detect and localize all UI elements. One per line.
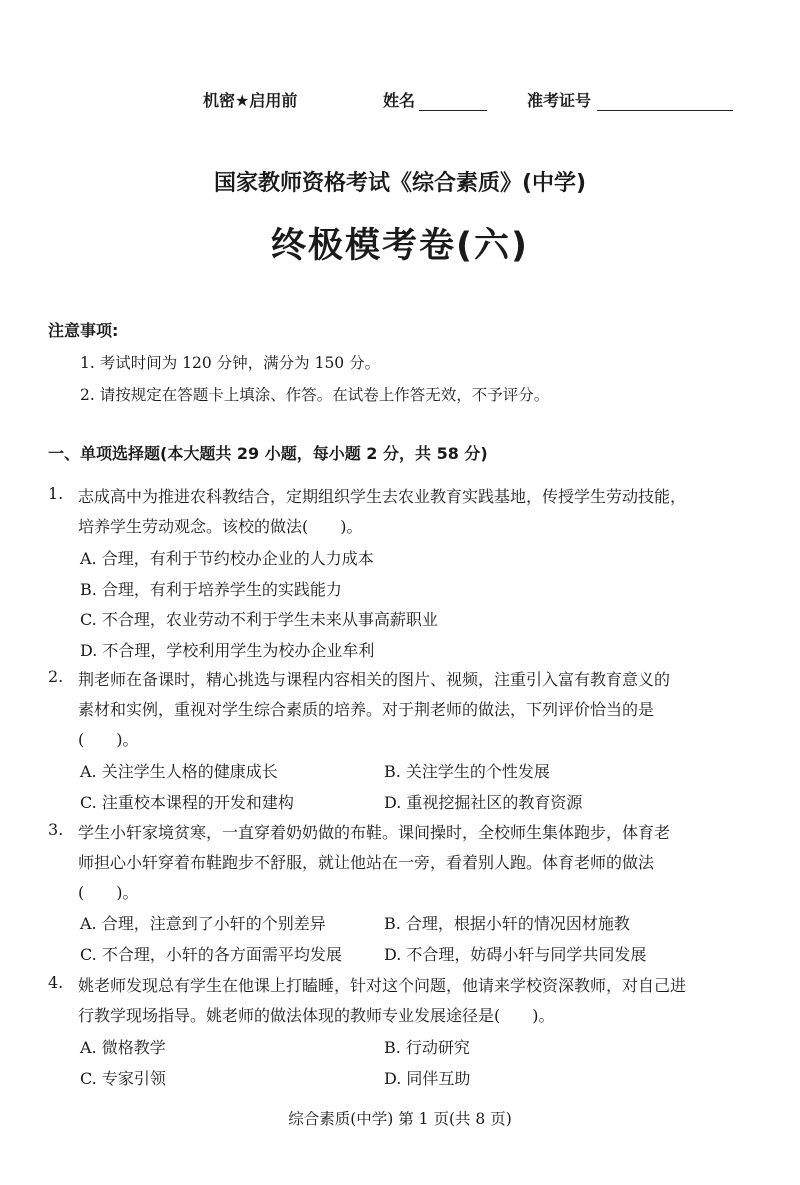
question-text-line: ( )。: [78, 730, 139, 749]
option-b: B. 关注学生的个性发展: [384, 762, 550, 781]
option-c: C. 注重校本课程的开发和建构: [80, 793, 294, 812]
question-text-line: 行教学现场指导。姚老师的做法体现的教师专业发展途径是( )。: [78, 1006, 555, 1025]
question-text-line: 学生小轩家境贫寒，一直穿着奶奶做的布鞋。课间操时，全校师生集体跑步，体育老: [78, 823, 671, 842]
option-c: C. 不合理，农业劳动不利于学生未来从事高薪职业: [80, 610, 438, 629]
exam-header: [0, 88, 800, 112]
question-text-line: 素材和实例，重视对学生综合素质的培养。对于荆老师的做法，下列评价恰当的是: [78, 700, 655, 719]
question-text-line: 荆老师在备课时，精心挑选与课程内容相关的图片、视频，注重引入富有教育意义的: [78, 670, 671, 689]
section-heading: 一、单项选择题(本大题共 29 小题，每小题 2 分，共 58 分): [48, 444, 488, 463]
name-label: 姓名: [383, 91, 416, 110]
question-text-line: 姚老师发现总有学生在他课上打瞌睡，针对这个问题，他请来学校资深教师，对自己进: [78, 976, 687, 995]
name-field[interactable]: [383, 88, 487, 111]
option-c: C. 不合理，小轩的各方面需平均发展: [80, 945, 342, 964]
option-d: D. 重视挖掘社区的教育资源: [384, 793, 583, 812]
exam-id-label: 准考证号: [527, 91, 592, 110]
question-number: 4.: [48, 973, 64, 992]
option-a: A. 合理，注意到了小轩的个别差异: [80, 914, 326, 933]
question-text-line: 师担心小轩穿着布鞋跑步不舒服，就让他站在一旁，看着别人跑。体育老师的做法: [78, 853, 655, 872]
option-c: C. 专家引领: [80, 1069, 166, 1088]
notice-heading: 注意事项:: [48, 321, 119, 340]
question-text-line: 培养学生劳动观念。该校的做法( )。: [78, 517, 363, 536]
exam-title: 国家教师资格考试《综合素质》(中学): [213, 171, 587, 196]
option-d: D. 同伴互助: [384, 1069, 471, 1088]
option-a: A. 合理，有利于节约校办企业的人力成本: [80, 549, 374, 568]
exam-id-blank[interactable]: [597, 92, 733, 111]
question-text-line: 志成高中为推进农科教结合，定期组织学生去农业教育实践基地，传授学生劳动技能，: [78, 487, 687, 506]
notice-item: 1. 考试时间为 120 分钟，满分为 150 分。: [80, 354, 381, 372]
option-d: D. 不合理，妨碍小轩与同学共同发展: [384, 945, 647, 964]
confidential-label: 机密★启用前: [203, 91, 298, 110]
option-a: A. 微格教学: [80, 1038, 166, 1057]
option-b: B. 合理，根据小轩的情况因材施教: [384, 914, 630, 933]
page-footer: 综合素质(中学) 第 1 页(共 8 页): [288, 1110, 512, 1128]
option-b: B. 行动研究: [384, 1038, 470, 1057]
exam-id-field[interactable]: [527, 88, 733, 111]
option-d: D. 不合理，学校利用学生为校办企业牟利: [80, 641, 375, 660]
paper-title: 终极模考卷(六): [271, 226, 529, 266]
notice-item: 2. 请按规定在答题卡上填涂、作答。在试卷上作答无效，不予评分。: [80, 386, 550, 404]
option-b: B. 合理，有利于培养学生的实践能力: [80, 580, 342, 599]
question-number: 3.: [48, 820, 64, 839]
question-text-line: ( )。: [78, 883, 139, 902]
name-blank[interactable]: [419, 92, 487, 111]
option-a: A. 关注学生人格的健康成长: [80, 762, 278, 781]
question-number: 2.: [48, 667, 64, 686]
question-number: 1.: [48, 484, 64, 503]
